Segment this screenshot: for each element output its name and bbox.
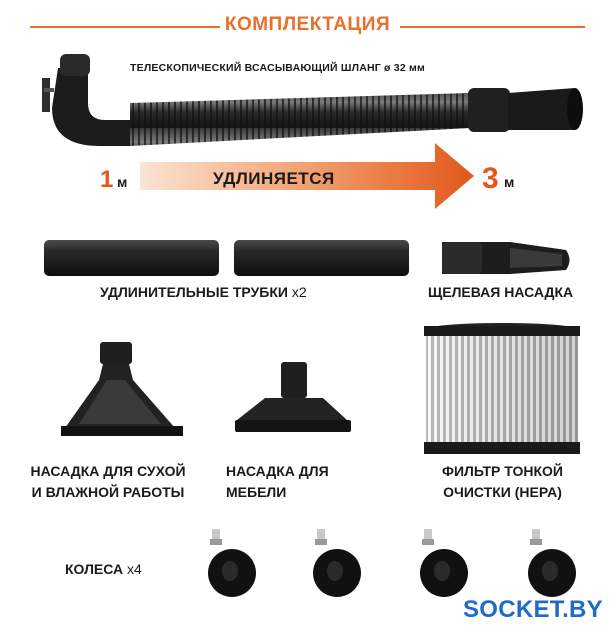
tubes-label: УДЛИНИТЕЛЬНЫЕ ТРУБКИ bbox=[100, 284, 288, 300]
wet-dry-nozzle-image bbox=[55, 340, 195, 450]
furniture-caption-line1: НАСАДКА ДЛЯ bbox=[226, 463, 329, 479]
max-length-value: 3 bbox=[482, 162, 499, 195]
wheels-caption bbox=[65, 559, 142, 580]
tubes-qty: x2 bbox=[291, 284, 307, 300]
min-length-unit: м bbox=[117, 174, 128, 190]
filter-caption bbox=[420, 461, 585, 503]
wheels-qty: x4 bbox=[127, 561, 142, 577]
wheels-label: КОЛЕСА bbox=[65, 561, 124, 577]
extension-tubes-image bbox=[40, 236, 415, 280]
caster-wheel-image bbox=[412, 527, 472, 599]
furniture-caption bbox=[226, 461, 356, 503]
filter-caption-line2: ОЧИСТКИ (HEPA) bbox=[443, 484, 562, 500]
crevice-caption: ЩЕЛЕВАЯ НАСАДКА bbox=[428, 284, 574, 300]
site-watermark: SOCKET.BY bbox=[462, 596, 603, 623]
wet-dry-caption-line1: НАСАДКА ДЛЯ СУХОЙ bbox=[30, 463, 186, 479]
hose-caption: ТЕЛЕСКОПИЧЕСКИЙ ВСАСЫВАЮЩИЙ ШЛАНГ ø 32 мм bbox=[130, 62, 425, 74]
caster-wheel-image bbox=[305, 527, 365, 599]
filter-caption-line1: ФИЛЬТР ТОНКОЙ bbox=[442, 463, 563, 479]
tubes-caption bbox=[100, 282, 307, 303]
min-length-value: 1 bbox=[100, 166, 114, 193]
crevice-nozzle-image bbox=[440, 236, 575, 280]
max-length-unit: м bbox=[504, 174, 515, 190]
furniture-caption-line2: МЕБЕЛИ bbox=[226, 484, 287, 500]
hepa-filter-image bbox=[422, 322, 582, 457]
wet-dry-caption bbox=[18, 461, 198, 503]
telescopic-hose-image bbox=[30, 48, 590, 148]
wet-dry-caption-line2: И ВЛАЖНОЙ РАБОТЫ bbox=[31, 484, 185, 500]
caster-wheel-image bbox=[520, 527, 580, 599]
extension-label: УДЛИНЯЕТСЯ bbox=[213, 169, 335, 188]
furniture-nozzle-image bbox=[225, 360, 365, 440]
page-title: КОМПЛЕКТАЦИЯ bbox=[224, 14, 391, 35]
caster-wheel-image bbox=[200, 527, 260, 599]
